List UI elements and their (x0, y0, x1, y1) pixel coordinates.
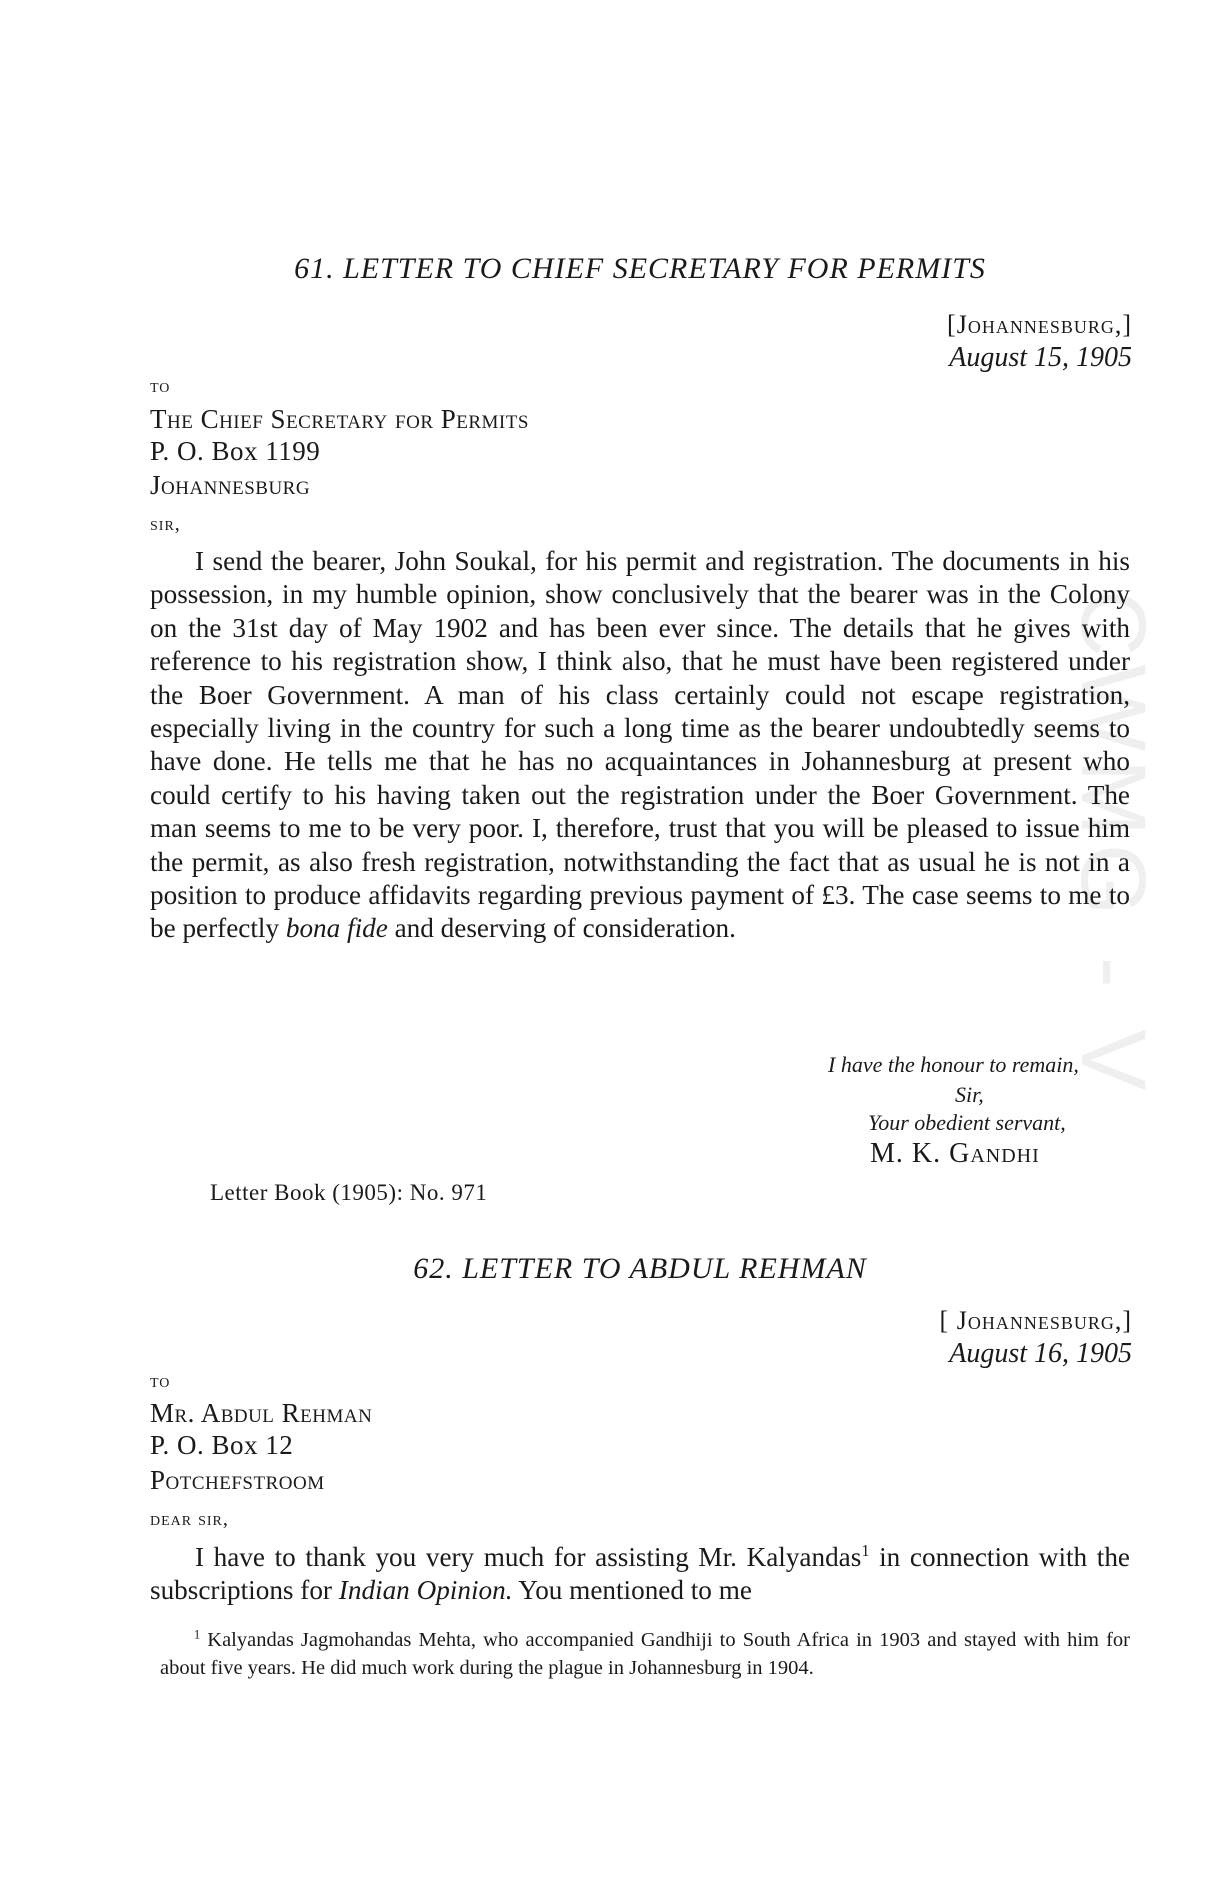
letter-62-heading: 62. LETTER TO ABDUL REHMAN (413, 1252, 867, 1285)
letter-61-heading: 61. LETTER TO CHIEF SECRETARY FOR PERMITS (294, 252, 986, 285)
letter-61-salutation: sir, (150, 513, 181, 535)
footnote: $^1$ Kalyandas Jagmohandas Mehta, who accompanied Gandhiji to South Africa in 1903 and stayed with him for about five years. He did much work during the plague in Johannesburg in 1904. (160, 1627, 1130, 1679)
letter-61-addressee-box: P. O. Box 1199 (150, 436, 321, 466)
letter-61-addressee-city: Johannesburg (150, 470, 311, 500)
footnote-marker: 1 (194, 1627, 201, 1642)
signature: M. K. Gandhi (870, 1138, 1040, 1169)
letter-62-body: I have to thank you very much for assisting Mr. Kalyandas$^1$ in connection with the subscriptions for Indian Opinion. You mentioned to me (150, 1541, 1130, 1606)
letter-61-place: [Johannesburg,] (947, 310, 1132, 339)
letter-61-to: to (150, 375, 171, 397)
source-reference: Letter Book (1905): No. 971 (210, 1180, 488, 1205)
letter-62-place: [ Johannesburg,] (939, 1306, 1132, 1335)
letter-62-to: to (150, 1370, 171, 1392)
watermark: CWMG - V (1062, 590, 1164, 1099)
letter-61-addressee-name: The Chief Secretary for Permits (150, 404, 529, 434)
letter-62-addressee-name: Mr. Abdul Rehman (150, 1398, 373, 1428)
closing-line-2: Sir, (955, 1082, 984, 1107)
letter-61-body: I send the bearer, John Soukal, for his permit and registration. The documents in his possession, in my humble opinion, show conclusively that the bearer was in the Colony on the 31st day of May 1902 and has been ever since. The details that he gives with reference to his registration show, I think also, that he must have been registered under the Boer Government. A man of his class certainly could not escape registration, especially living in the country for such a long time as the bearer undoubtedly seems to have done. He tells me that he has no acquaintances in Johannesburg at present who could certify to his having taken out the registration under the Boer Government. The man seems to me to be very poor. I, therefore, trust that you will be pleased to issue him the permit, as also fresh registration, notwithstanding the fact that as usual he is not in a position to produce affidavits regarding previous payment of £3. The case seems to me to be perfectly bona fide and deserving of consideration. (150, 546, 1130, 944)
footnote-reference: 1 (861, 1541, 870, 1561)
letter-61-date: August 15, 1905 (949, 342, 1132, 373)
letter-62-date: August 16, 1905 (949, 1338, 1132, 1369)
closing-line-3: Your obedient servant, (868, 1110, 1066, 1135)
closing-line-1: I have the honour to remain, (828, 1052, 1079, 1077)
letter-62-salutation: dear sir, (150, 1508, 229, 1530)
letter-62-addressee-box: P. O. Box 12 (150, 1430, 294, 1460)
letter-62-addressee-city: Potchefstroom (150, 1465, 325, 1495)
